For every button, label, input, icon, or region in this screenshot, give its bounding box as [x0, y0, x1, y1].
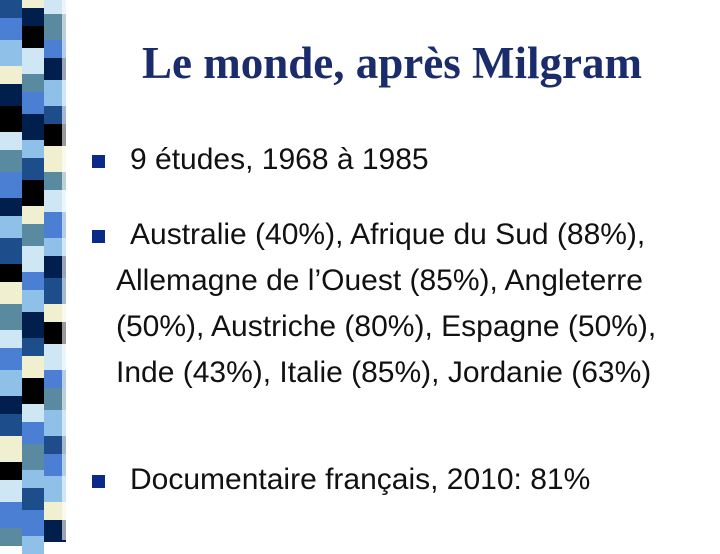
stripe-block — [22, 290, 44, 312]
stripe-block — [22, 8, 44, 26]
stripe-block — [22, 488, 44, 510]
bullet-text: 9 études, 1968 à 1985 — [130, 143, 429, 176]
stripe-block — [22, 114, 44, 140]
stripe-block — [0, 528, 22, 546]
stripe-block — [22, 422, 44, 444]
stripe-block — [22, 206, 44, 224]
stripe-block — [22, 470, 44, 488]
stripe-block — [0, 84, 22, 106]
stripe-edge — [62, 0, 66, 540]
stripe-block — [22, 74, 44, 92]
stripe-block — [22, 444, 44, 470]
stripe-block — [22, 378, 44, 404]
stripe-block — [22, 180, 44, 206]
stripe-block — [0, 330, 22, 348]
stripe-block — [0, 370, 22, 396]
stripe-block — [22, 92, 44, 114]
stripe-block — [22, 140, 44, 158]
stripe-block — [0, 304, 22, 330]
bullet-marker-icon — [92, 230, 105, 243]
stripe-block — [0, 436, 22, 462]
stripe-block — [0, 172, 22, 198]
stripe-block — [0, 480, 22, 502]
stripe-block — [0, 502, 22, 528]
stripe-block — [22, 158, 44, 180]
stripe-block — [0, 462, 22, 480]
stripe-block — [22, 404, 44, 422]
stripe-block — [0, 198, 22, 216]
stripe-block — [0, 414, 22, 436]
bullet-text-line: Australie (40%), Afrique du Sud (88%), Allemagne de l’Ouest (85%), Angleterre (50%), Austriche (80%), Espagne (50%), Inde (43%), Italie (85%), Jordanie (63%) — [116, 218, 657, 389]
stripe-block — [22, 246, 44, 272]
stripe-block — [0, 348, 22, 370]
stripe-block — [22, 26, 44, 48]
stripe-block — [22, 356, 44, 378]
stripe-block — [0, 282, 22, 304]
bullet-marker-icon — [92, 155, 105, 168]
stripe-block — [0, 40, 22, 66]
stripe-block — [22, 536, 44, 554]
stripe-block — [22, 48, 44, 74]
stripe-block — [0, 264, 22, 282]
stripe-block — [0, 106, 22, 132]
stripe-block — [0, 132, 22, 150]
stripe-block — [0, 216, 22, 238]
stripe-block — [22, 338, 44, 356]
stripe-block — [22, 272, 44, 290]
stripe-block — [22, 510, 44, 536]
bullet-text: Documentaire français, 2010: 81% — [130, 463, 591, 496]
stripe-block — [0, 66, 22, 84]
slide-title: Le monde, après Milgram — [142, 38, 642, 88]
bullet-marker-icon — [92, 475, 105, 488]
stripe-block — [0, 18, 22, 40]
stripe-block — [0, 238, 22, 264]
stripe-block — [22, 224, 44, 246]
decorative-stripe — [0, 0, 66, 540]
stripe-block — [0, 0, 22, 18]
stripe-block — [22, 0, 44, 8]
stripe-block — [22, 312, 44, 338]
stripe-block — [0, 396, 22, 414]
stripe-block — [0, 150, 22, 172]
